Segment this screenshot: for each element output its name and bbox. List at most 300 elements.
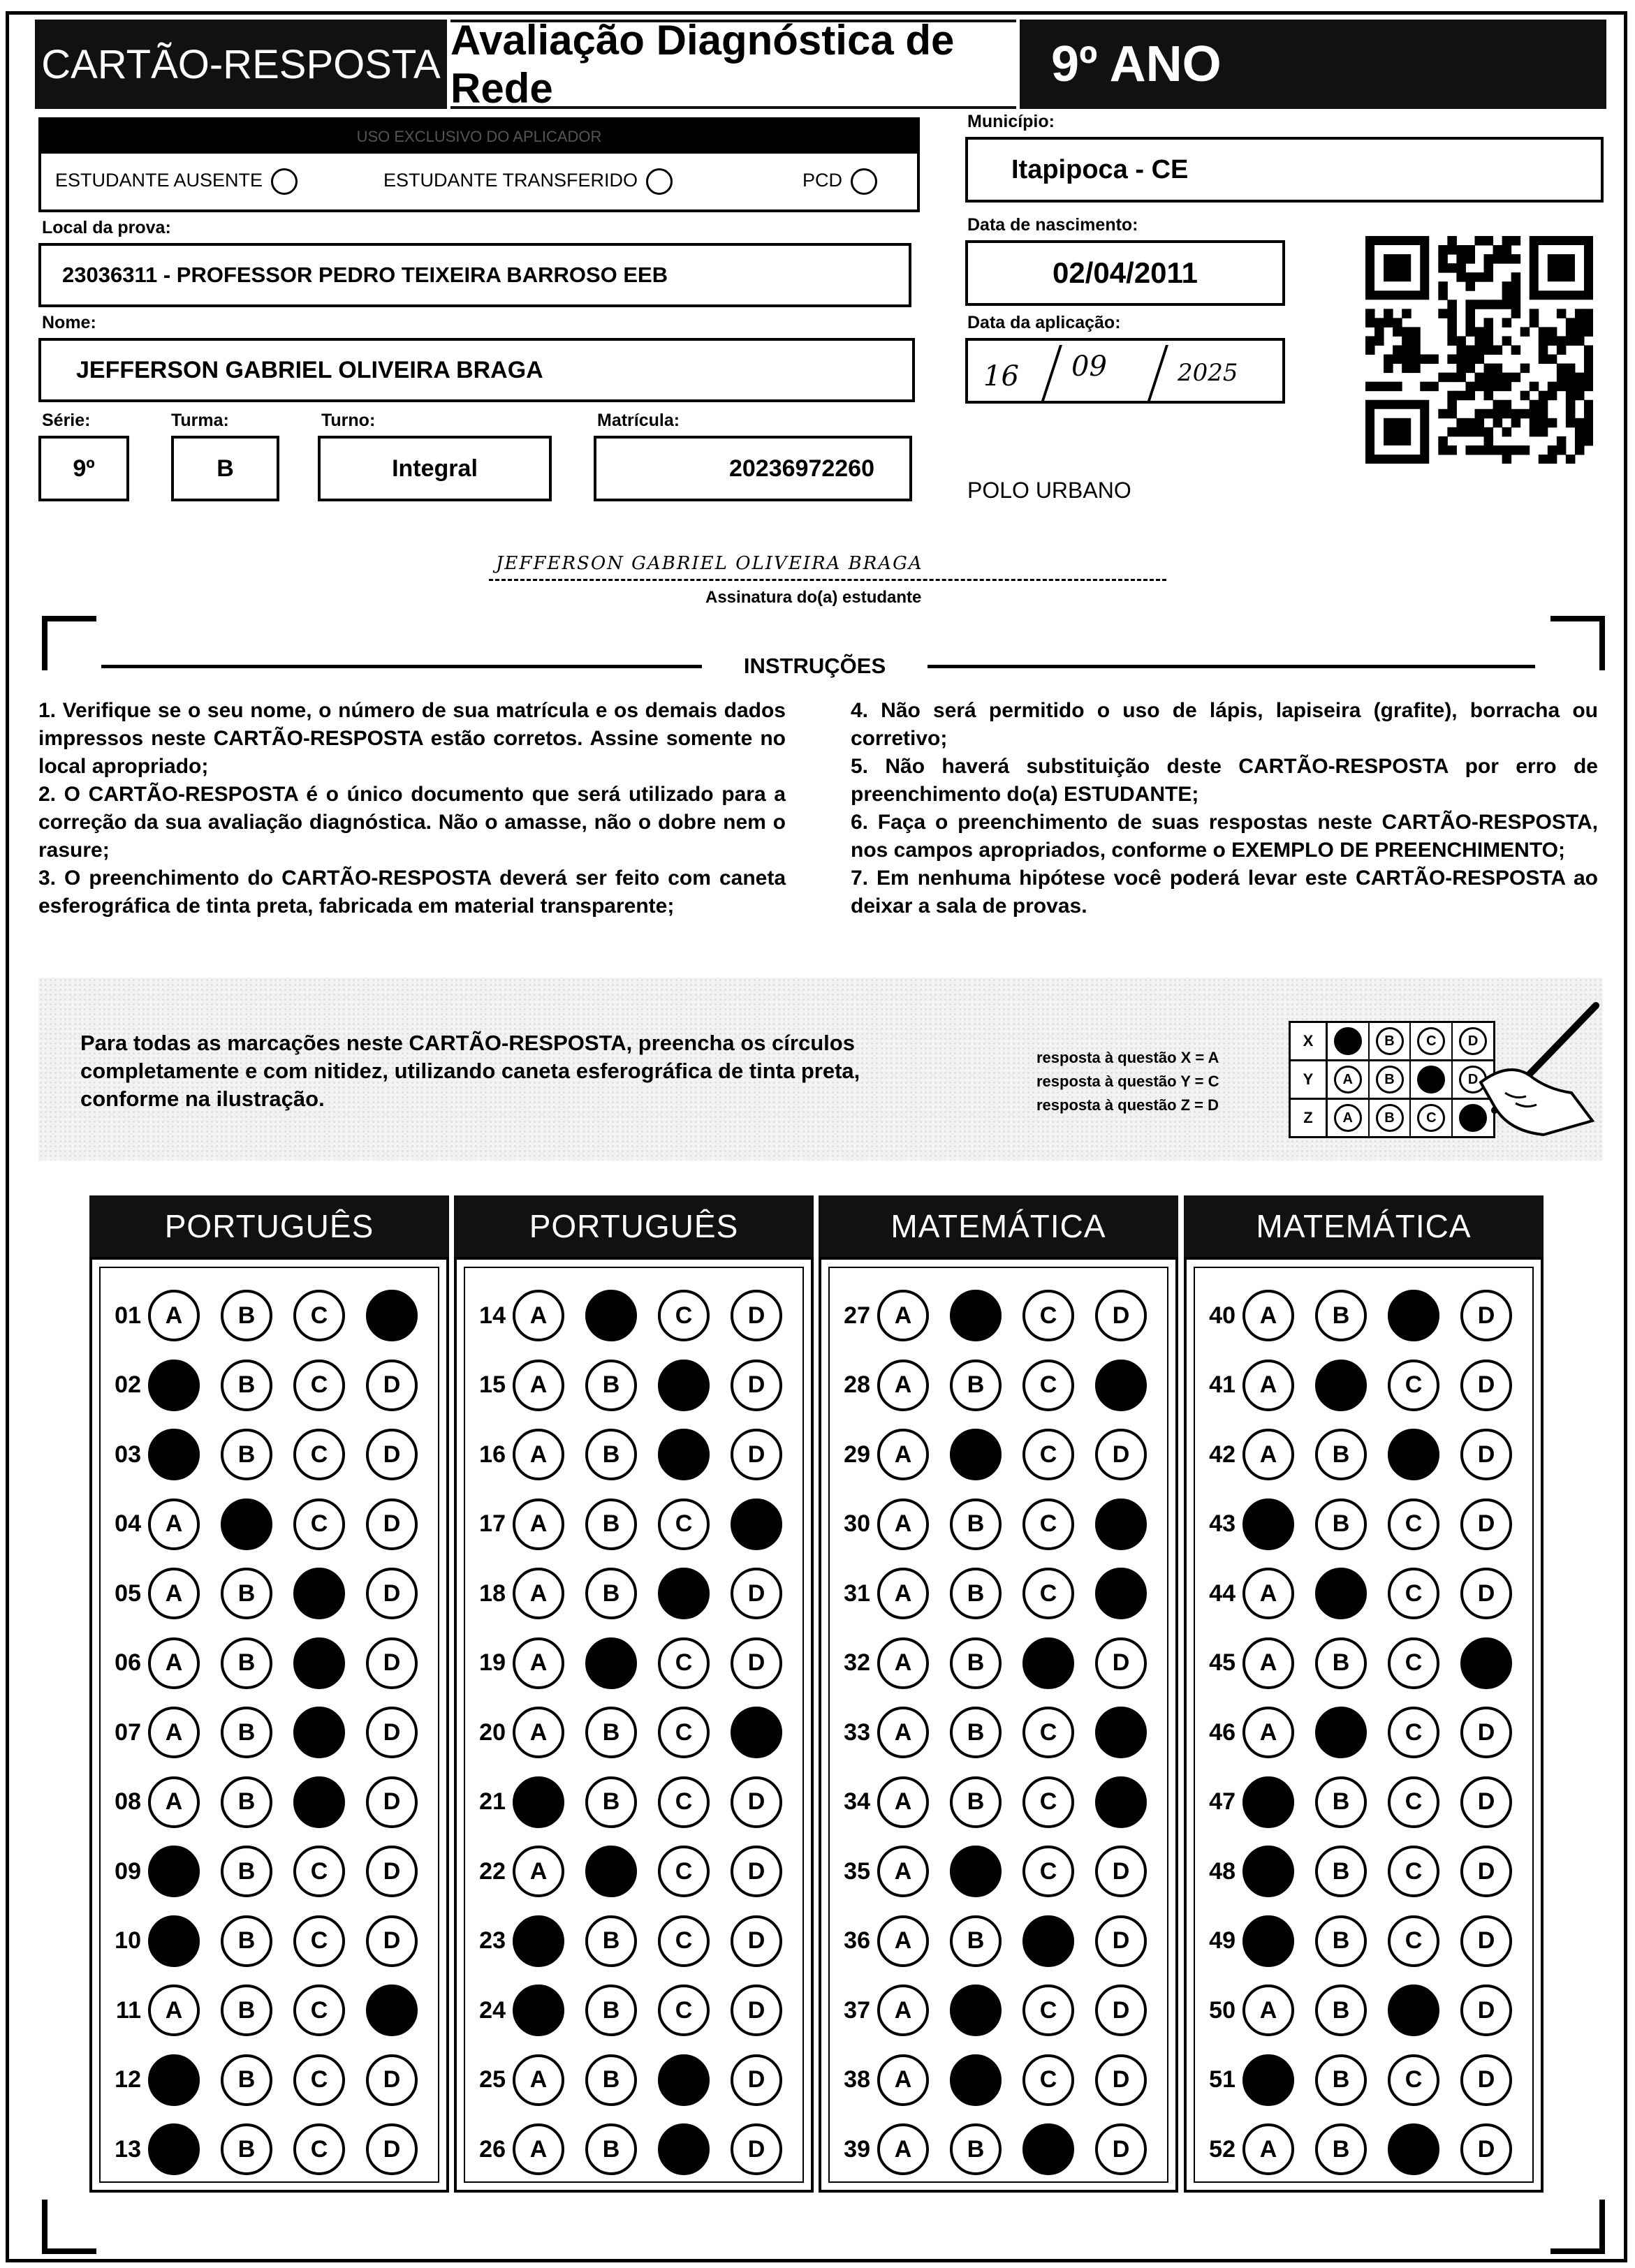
answer-bubble-c[interactable]: [658, 1568, 710, 1619]
pcd-label: PCD: [802, 170, 843, 191]
answer-bubble-c[interactable]: C: [1022, 1776, 1074, 1828]
answer-bubble-b[interactable]: B: [221, 1776, 272, 1828]
section-header: MATEMÁTICA: [819, 1195, 1178, 1257]
answer-bubble-a[interactable]: [148, 1429, 200, 1480]
question-number: 41: [1209, 1371, 1236, 1398]
answer-bubble-d[interactable]: [1095, 1498, 1147, 1550]
answer-bubble-a[interactable]: A: [513, 1846, 564, 1897]
example-row: [1291, 1100, 1493, 1136]
answer-bubble-b[interactable]: B: [950, 1568, 1002, 1619]
answer-bubble-b[interactable]: [585, 1637, 637, 1689]
answer-bubble-a[interactable]: A: [513, 1707, 564, 1758]
question-row: [1196, 1424, 1533, 1485]
answer-bubble-b[interactable]: B: [221, 1915, 272, 1967]
answer-bubble-c[interactable]: [658, 2123, 710, 2175]
answer-bubble-c[interactable]: C: [1022, 1984, 1074, 2036]
turno-value: Integral: [392, 455, 478, 482]
answer-bubble-a[interactable]: A: [148, 1290, 200, 1341]
answer-bubble-b[interactable]: B: [221, 1568, 272, 1619]
question-number: 35: [844, 1857, 870, 1885]
answer-bubble-b[interactable]: B: [585, 1360, 637, 1411]
answer-bubble-a[interactable]: A: [148, 1707, 200, 1758]
answer-bubble-b[interactable]: B: [221, 2054, 272, 2106]
answer-bubble-d[interactable]: D: [731, 1637, 782, 1689]
answer-bubble-a[interactable]: A: [877, 1707, 929, 1758]
answer-bubble-c[interactable]: C: [1022, 1429, 1074, 1480]
answer-bubble-d[interactable]: [1095, 1776, 1147, 1828]
answer-bubble-d[interactable]: D: [1095, 2054, 1147, 2106]
answer-bubble-d[interactable]: D: [731, 1568, 782, 1619]
transferred-checkbox[interactable]: [646, 168, 673, 195]
question-row: [1196, 2119, 1533, 2180]
answer-bubble-a[interactable]: [1242, 1846, 1294, 1897]
pcd-option[interactable]: [802, 168, 877, 195]
answer-bubble-d[interactable]: D: [731, 1984, 782, 2036]
signature-line[interactable]: [489, 553, 1166, 581]
answer-bubble-a[interactable]: A: [1242, 1429, 1294, 1480]
answer-bubble-d[interactable]: [1460, 1637, 1512, 1689]
answer-bubble-b[interactable]: B: [221, 1707, 272, 1758]
example-row-label: Z: [1291, 1100, 1328, 1136]
answer-bubble-a[interactable]: [148, 1846, 200, 1897]
question-row: [467, 1285, 803, 1346]
answer-bubble-b[interactable]: B: [1315, 1776, 1367, 1828]
answer-bubble-c[interactable]: C: [1388, 1846, 1439, 1897]
section-header: PORTUGUÊS: [89, 1195, 449, 1257]
answer-bubble-a[interactable]: A: [513, 2054, 564, 2106]
question-number: 37: [844, 1996, 870, 2024]
answer-bubble-a[interactable]: [1242, 2054, 1294, 2106]
answer-bubble-d[interactable]: D: [366, 1429, 418, 1480]
question-number: 04: [115, 1510, 141, 1537]
answer-bubble-a[interactable]: A: [148, 1568, 200, 1619]
example-bubble-d: D: [1459, 1027, 1487, 1055]
answer-bubble-a[interactable]: [148, 2123, 200, 2175]
answer-bubble-d[interactable]: D: [1095, 1915, 1147, 1967]
answer-bubble-c[interactable]: C: [658, 1290, 710, 1341]
answer-bubble-c[interactable]: [658, 1429, 710, 1480]
question-row: [1196, 1702, 1533, 1763]
transferred-option[interactable]: [383, 168, 802, 195]
answer-bubble-d[interactable]: D: [1460, 1984, 1512, 2036]
matricula-value: 20236972260: [728, 455, 874, 482]
answer-bubble-b[interactable]: B: [221, 2123, 272, 2175]
answer-bubble-a[interactable]: A: [1242, 1707, 1294, 1758]
answer-bubble-c[interactable]: C: [1022, 1498, 1074, 1550]
question-row: [1196, 1355, 1533, 1416]
question-row: [467, 1841, 803, 1902]
answer-bubble-b[interactable]: B: [950, 2123, 1002, 2175]
question-row: [102, 1772, 439, 1833]
answer-bubble-b[interactable]: B: [1315, 1846, 1367, 1897]
question-number: 02: [115, 1371, 141, 1398]
answer-bubble-a[interactable]: A: [877, 1915, 929, 1967]
question-row: [831, 1494, 1168, 1555]
answer-bubble-b[interactable]: B: [1315, 1498, 1367, 1550]
answer-bubble-a[interactable]: A: [877, 1984, 929, 2036]
answer-bubble-a[interactable]: A: [877, 2123, 929, 2175]
answer-bubble-c[interactable]: C: [293, 1915, 345, 1967]
answer-bubble-b[interactable]: B: [1315, 2054, 1367, 2106]
turno-field: [318, 436, 552, 501]
example-bubble-b: B: [1376, 1066, 1404, 1094]
answer-bubble-c[interactable]: C: [293, 1984, 345, 2036]
turno-label: Turno:: [321, 411, 376, 430]
answer-bubble-d[interactable]: D: [366, 1498, 418, 1550]
turma-field: [171, 436, 279, 501]
pcd-checkbox[interactable]: [851, 168, 877, 195]
answer-bubble-d[interactable]: D: [1460, 1846, 1512, 1897]
answer-bubble-b[interactable]: B: [221, 1984, 272, 2036]
answer-bubble-b[interactable]: [950, 2054, 1002, 2106]
answer-bubble-c[interactable]: [1388, 1429, 1439, 1480]
answer-bubble-c[interactable]: C: [1388, 2054, 1439, 2106]
answer-bubble-b[interactable]: B: [585, 1498, 637, 1550]
question-row: [102, 1424, 439, 1485]
answer-bubble-c[interactable]: C: [658, 1707, 710, 1758]
applicator-banner: USO EXCLUSIVO DO APLICADOR: [41, 120, 917, 154]
question-number: 30: [844, 1510, 870, 1537]
instruction-item: 3. O preenchimento do CARTÃO-RESPOSTA deverá ser feito com caneta esferográfica de tinta preta, fabricada em material transparente;: [38, 867, 786, 918]
question-number: 15: [479, 1371, 506, 1398]
question-number: 03: [115, 1441, 141, 1468]
answer-bubble-a[interactable]: [148, 1360, 200, 1411]
answer-bubble-d[interactable]: D: [1095, 2123, 1147, 2175]
question-row: [102, 1633, 439, 1694]
answer-bubble-b[interactable]: [1315, 1707, 1367, 1758]
answer-bubble-b[interactable]: B: [1315, 1290, 1367, 1341]
answer-bubble-c[interactable]: C: [1022, 1360, 1074, 1411]
answer-bubble-d[interactable]: [731, 1707, 782, 1758]
answer-bubble-a[interactable]: [148, 1915, 200, 1967]
answer-bubble-a[interactable]: [1242, 1498, 1294, 1550]
serie-field: [38, 436, 129, 501]
answer-bubble-a[interactable]: A: [513, 1360, 564, 1411]
answer-bubble-c[interactable]: C: [658, 1984, 710, 2036]
example-bubble-a: A: [1334, 1066, 1362, 1094]
answer-bubble-c[interactable]: C: [1022, 1707, 1074, 1758]
section-header: MATEMÁTICA: [1184, 1195, 1544, 1257]
answer-bubble-c[interactable]: C: [293, 1360, 345, 1411]
answer-bubble-c[interactable]: C: [293, 2054, 345, 2106]
answer-bubble-a[interactable]: A: [148, 1984, 200, 2036]
answer-bubble-d[interactable]: D: [1460, 2123, 1512, 2175]
answer-bubble-c[interactable]: [658, 1360, 710, 1411]
answer-bubble-a[interactable]: A: [1242, 1637, 1294, 1689]
answer-bubble-b[interactable]: B: [1315, 1429, 1367, 1480]
question-row: [1196, 1633, 1533, 1694]
answer-bubble-a[interactable]: A: [1242, 1984, 1294, 2036]
answer-bubble-b[interactable]: B: [585, 1984, 637, 2036]
answer-bubble-b[interactable]: B: [221, 1360, 272, 1411]
instruction-item: 1. Verifique se o seu nome, o número de sua matrícula e os demais dados impressos neste CARTÃO-RESPOSTA estão corretos. Assine somente no local apropriado;: [38, 699, 786, 778]
answer-bubble-c[interactable]: [1388, 1984, 1439, 2036]
answer-bubble-a[interactable]: [148, 2054, 200, 2106]
answer-bubble-c[interactable]: C: [1022, 2054, 1074, 2106]
answer-bubble-b[interactable]: [1315, 1568, 1367, 1619]
answer-bubble-d[interactable]: [1095, 1707, 1147, 1758]
answer-bubble-b[interactable]: B: [950, 1637, 1002, 1689]
answer-bubble-d[interactable]: D: [1460, 1568, 1512, 1619]
question-number: 24: [479, 1996, 506, 2024]
answer-bubble-c[interactable]: C: [1388, 1637, 1439, 1689]
answer-bubble-c[interactable]: [658, 2054, 710, 2106]
answer-bubble-d[interactable]: D: [1460, 1360, 1512, 1411]
question-row: [1196, 1910, 1533, 1972]
answer-bubble-d[interactable]: D: [366, 1568, 418, 1619]
answer-bubble-d[interactable]: D: [366, 1360, 418, 1411]
answer-bubble-c[interactable]: [293, 1637, 345, 1689]
answer-bubble-b[interactable]: B: [221, 1637, 272, 1689]
question-number: 27: [844, 1302, 870, 1329]
example-text: Para todas as marcações neste CARTÃO-RESPOSTA, preencha os círculos completamente e com nitidez, utilizando caneta esferográfica de tinta preta, conforme na ilustração.: [80, 1031, 860, 1111]
answer-bubble-c[interactable]: C: [658, 1776, 710, 1828]
question-number: 20: [479, 1718, 506, 1746]
municipio-field: [965, 137, 1604, 202]
instructions-right-column: [851, 697, 1598, 920]
answer-bubble-c[interactable]: C: [1388, 1498, 1439, 1550]
answer-bubble-c[interactable]: C: [658, 1915, 710, 1967]
answer-bubble-d[interactable]: D: [1460, 1707, 1512, 1758]
answer-bubble-a[interactable]: A: [1242, 1568, 1294, 1619]
corner-mark-top-left: [42, 616, 96, 670]
instruction-item: 6. Faça o preenchimento de suas respostas neste CARTÃO-RESPOSTA, nos campos apropriados, conforme o EXEMPLO DE PREENCHIMENTO;: [851, 811, 1598, 862]
question-number: 39: [844, 2135, 870, 2163]
answer-bubble-d[interactable]: D: [366, 1915, 418, 1967]
answer-bubble-a[interactable]: A: [877, 1846, 929, 1897]
answer-bubble-c[interactable]: C: [293, 1290, 345, 1341]
answer-bubble-c[interactable]: [1022, 1637, 1074, 1689]
question-number: 06: [115, 1649, 141, 1676]
answer-bubble-a[interactable]: [513, 1984, 564, 2036]
answer-bubble-d[interactable]: [731, 1498, 782, 1550]
answer-bubble-c[interactable]: C: [658, 1637, 710, 1689]
answer-bubble-a[interactable]: A: [1242, 2123, 1294, 2175]
answer-bubble-c[interactable]: C: [1388, 1915, 1439, 1967]
answer-bubble-a[interactable]: A: [513, 1568, 564, 1619]
answer-column: [89, 1257, 449, 2193]
signature-handwritten: JEFFERSON GABRIEL OLIVEIRA BRAGA: [496, 553, 923, 574]
question-number: 49: [1209, 1927, 1236, 1954]
answer-bubble-a[interactable]: [1242, 1915, 1294, 1967]
answer-bubble-b[interactable]: B: [950, 1707, 1002, 1758]
answer-bubble-d[interactable]: D: [731, 1846, 782, 1897]
answer-bubble-c[interactable]: [293, 1568, 345, 1619]
answer-bubble-d[interactable]: D: [731, 1360, 782, 1411]
answer-bubble-d[interactable]: D: [731, 1290, 782, 1341]
answer-bubble-a[interactable]: A: [877, 1498, 929, 1550]
answer-bubble-b[interactable]: B: [1315, 1915, 1367, 1967]
answer-bubble-d[interactable]: [366, 1984, 418, 2036]
question-number: 40: [1209, 1302, 1236, 1329]
answer-bubble-b[interactable]: B: [950, 1498, 1002, 1550]
answer-bubble-a[interactable]: A: [513, 1429, 564, 1480]
answer-bubble-a[interactable]: A: [513, 1498, 564, 1550]
example-legend-z: resposta à questão Z = D: [1036, 1096, 1219, 1114]
answer-bubble-a[interactable]: [513, 1776, 564, 1828]
question-row: [102, 1563, 439, 1624]
question-number: 46: [1209, 1718, 1236, 1746]
answer-bubble-d[interactable]: [1095, 1568, 1147, 1619]
question-number: 17: [479, 1510, 506, 1537]
answer-bubble-b[interactable]: B: [1315, 1637, 1367, 1689]
question-row: [831, 1424, 1168, 1485]
answer-bubble-a[interactable]: A: [1242, 1290, 1294, 1341]
answer-bubble-c[interactable]: [293, 1707, 345, 1758]
answer-bubble-a[interactable]: A: [877, 1360, 929, 1411]
answer-bubble-b[interactable]: B: [950, 1915, 1002, 1967]
answer-bubble-a[interactable]: A: [877, 1429, 929, 1480]
answer-bubble-d[interactable]: D: [1095, 1290, 1147, 1341]
answer-bubble-c[interactable]: C: [1388, 1568, 1439, 1619]
answer-bubble-b[interactable]: [950, 1846, 1002, 1897]
answer-bubble-d[interactable]: D: [366, 2054, 418, 2106]
answer-bubble-d[interactable]: D: [731, 2054, 782, 2106]
answer-bubble-b[interactable]: [950, 1984, 1002, 2036]
answer-bubble-d[interactable]: D: [1095, 1984, 1147, 2036]
answer-bubble-b[interactable]: B: [585, 1707, 637, 1758]
answer-bubble-b[interactable]: [585, 1290, 637, 1341]
question-number: 48: [1209, 1857, 1236, 1885]
answer-bubble-c[interactable]: C: [658, 1846, 710, 1897]
answer-bubble-c[interactable]: [293, 1776, 345, 1828]
answer-bubble-a[interactable]: A: [877, 1637, 929, 1689]
answer-bubble-b[interactable]: B: [585, 2054, 637, 2106]
answer-bubble-d[interactable]: D: [1460, 1498, 1512, 1550]
answer-bubble-a[interactable]: A: [513, 2123, 564, 2175]
question-row: [831, 1910, 1168, 1972]
answer-bubble-d[interactable]: D: [731, 1429, 782, 1480]
answer-bubble-a[interactable]: A: [877, 2054, 929, 2106]
answer-bubble-b[interactable]: B: [221, 1429, 272, 1480]
answer-bubble-d[interactable]: D: [366, 1846, 418, 1897]
answer-bubble-c[interactable]: C: [293, 1846, 345, 1897]
answer-bubble-b[interactable]: B: [221, 1846, 272, 1897]
answer-bubble-d[interactable]: D: [1460, 1776, 1512, 1828]
instruction-item: 4. Não será permitido o uso de lápis, lapiseira (grafite), borracha ou corretivo;: [851, 699, 1598, 750]
answer-bubble-d[interactable]: D: [1460, 2054, 1512, 2106]
answer-bubble-a[interactable]: [513, 1915, 564, 1967]
answer-bubble-c[interactable]: C: [1388, 1776, 1439, 1828]
answer-bubble-a[interactable]: A: [877, 1568, 929, 1619]
answer-bubble-c[interactable]: C: [1022, 1290, 1074, 1341]
answer-bubble-c[interactable]: C: [1388, 1707, 1439, 1758]
answer-bubble-b[interactable]: [950, 1290, 1002, 1341]
answer-bubble-c[interactable]: [1388, 2123, 1439, 2175]
grade-label: 9º ANO: [1020, 20, 1606, 109]
example-bubble-c: [1417, 1066, 1445, 1094]
answer-bubble-d[interactable]: D: [1460, 1290, 1512, 1341]
answer-bubble-d[interactable]: D: [731, 1915, 782, 1967]
answer-bubble-d[interactable]: D: [1095, 1429, 1147, 1480]
absent-option[interactable]: [55, 168, 383, 195]
answer-bubble-d[interactable]: D: [1460, 1429, 1512, 1480]
answer-bubble-c[interactable]: C: [1022, 1568, 1074, 1619]
instructions-title: INSTRUÇÕES: [743, 654, 886, 678]
corner-mark-bottom-right: [1550, 2200, 1605, 2254]
question-number: 26: [479, 2135, 506, 2163]
instructions-left-column: [38, 697, 786, 920]
nascimento-field: [965, 240, 1285, 306]
section-header: PORTUGUÊS: [454, 1195, 814, 1257]
answer-bubble-c[interactable]: C: [1388, 1360, 1439, 1411]
answer-bubble-a[interactable]: A: [513, 1637, 564, 1689]
answer-bubble-b[interactable]: B: [1315, 2123, 1367, 2175]
answer-bubble-c[interactable]: [1022, 1915, 1074, 1967]
answer-bubble-a[interactable]: A: [148, 1498, 200, 1550]
question-number: 11: [116, 1996, 141, 2024]
answer-bubble-d[interactable]: D: [1460, 1915, 1512, 1967]
answer-bubble-d[interactable]: D: [731, 1776, 782, 1828]
answer-bubble-d[interactable]: D: [731, 2123, 782, 2175]
question-number: 51: [1209, 2066, 1236, 2093]
answer-bubble-a[interactable]: A: [148, 1637, 200, 1689]
answer-bubble-b[interactable]: B: [585, 1429, 637, 1480]
answer-bubble-c[interactable]: [1022, 2123, 1074, 2175]
answer-bubble-d[interactable]: D: [1095, 1637, 1147, 1689]
answer-bubble-b[interactable]: B: [1315, 1984, 1367, 2036]
exam-title: Avaliação Diagnóstica de Rede: [450, 20, 1016, 109]
answer-bubble-c[interactable]: C: [1022, 1846, 1074, 1897]
matricula-label: Matrícula:: [597, 411, 680, 430]
answer-bubble-a[interactable]: A: [1242, 1360, 1294, 1411]
answer-bubble-b[interactable]: B: [585, 2123, 637, 2175]
answer-bubble-b[interactable]: B: [585, 1776, 637, 1828]
turma-label: Turma:: [171, 411, 229, 430]
answer-bubble-b[interactable]: [221, 1498, 272, 1550]
question-row: [467, 1772, 803, 1833]
question-row: [102, 1841, 439, 1902]
answer-bubble-d[interactable]: D: [1095, 1846, 1147, 1897]
answer-bubble-d[interactable]: D: [366, 1776, 418, 1828]
answer-bubble-b[interactable]: B: [950, 1360, 1002, 1411]
question-row: [467, 1702, 803, 1763]
answer-bubble-b[interactable]: B: [221, 1290, 272, 1341]
answer-bubble-a[interactable]: A: [513, 1290, 564, 1341]
answer-bubble-c[interactable]: [1388, 1290, 1439, 1341]
answer-bubble-b[interactable]: [950, 1429, 1002, 1480]
question-number: 09: [115, 1857, 141, 1885]
answer-bubble-d[interactable]: D: [366, 2123, 418, 2175]
answer-bubble-b[interactable]: [585, 1846, 637, 1897]
answer-bubble-a[interactable]: [1242, 1776, 1294, 1828]
answer-bubble-a[interactable]: A: [148, 1776, 200, 1828]
answer-bubble-d[interactable]: D: [366, 1707, 418, 1758]
question-row: [831, 1702, 1168, 1763]
answer-bubble-d[interactable]: [366, 1290, 418, 1341]
question-row: [467, 1980, 803, 2041]
answer-bubble-d[interactable]: D: [366, 1637, 418, 1689]
answer-bubble-c[interactable]: C: [658, 1498, 710, 1550]
question-row: [467, 2119, 803, 2180]
answer-bubble-d[interactable]: [1095, 1360, 1147, 1411]
answer-bubble-b[interactable]: B: [950, 1776, 1002, 1828]
answer-bubble-b[interactable]: [1315, 1360, 1367, 1411]
answer-bubble-b[interactable]: B: [585, 1568, 637, 1619]
absent-checkbox[interactable]: [271, 168, 298, 195]
question-number: 16: [479, 1441, 506, 1468]
answer-bubble-a[interactable]: A: [877, 1290, 929, 1341]
answer-bubble-c[interactable]: C: [293, 1429, 345, 1480]
answer-bubble-b[interactable]: B: [585, 1915, 637, 1967]
question-number: 25: [479, 2066, 506, 2093]
aplicacao-label: Data da aplicação:: [967, 313, 1121, 332]
answer-bubble-c[interactable]: C: [293, 2123, 345, 2175]
answer-bubble-a[interactable]: A: [877, 1776, 929, 1828]
example-row: [1291, 1023, 1493, 1061]
name-value: JEFFERSON GABRIEL OLIVEIRA BRAGA: [76, 356, 543, 383]
answer-bubble-c[interactable]: C: [293, 1498, 345, 1550]
